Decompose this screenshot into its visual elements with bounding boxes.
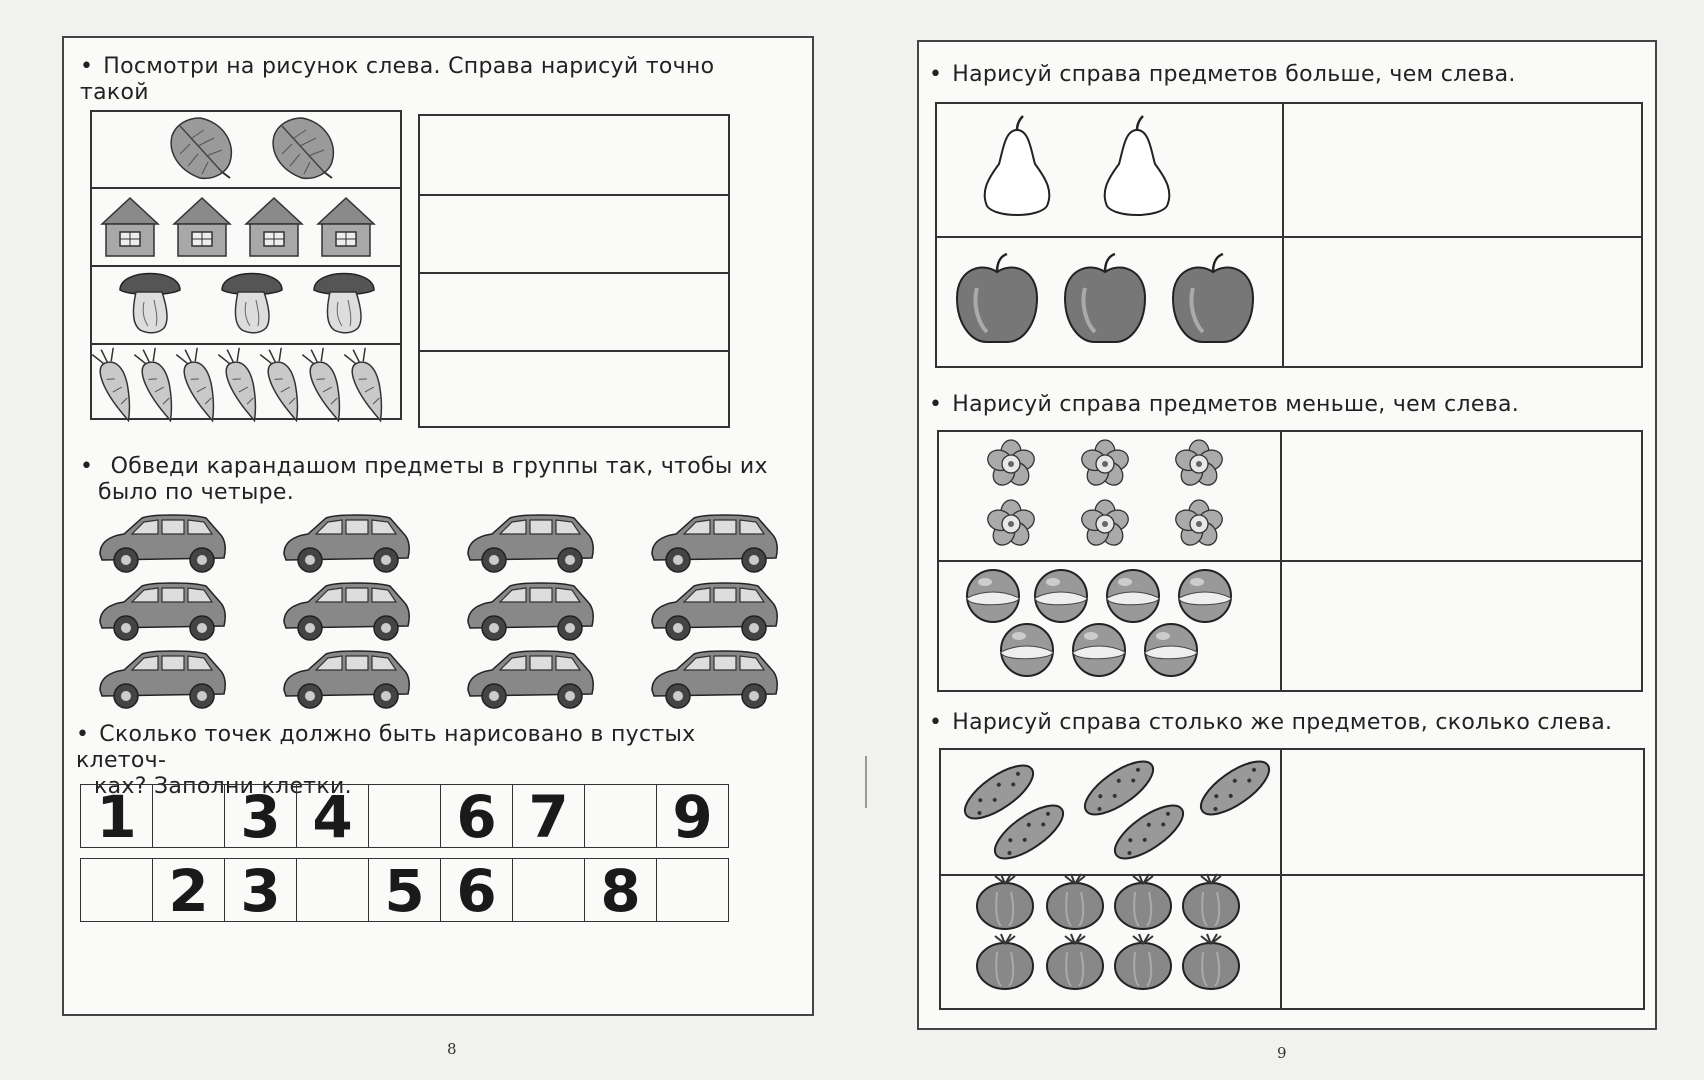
number-cell: 1 bbox=[80, 784, 153, 848]
tomato-icon bbox=[1183, 934, 1239, 989]
empty-number-cell[interactable] bbox=[152, 784, 225, 848]
empty-number-cell[interactable] bbox=[512, 858, 585, 922]
empty-number-cell[interactable] bbox=[296, 858, 369, 922]
leaf-icon bbox=[273, 118, 333, 178]
tomato-group bbox=[939, 874, 1279, 1010]
carrot-icon bbox=[92, 345, 139, 425]
ball-icon bbox=[1073, 624, 1125, 676]
mushroom-icon bbox=[120, 274, 180, 333]
car-icon bbox=[284, 515, 409, 572]
divider bbox=[418, 272, 730, 274]
car-icon bbox=[652, 583, 777, 640]
house-icon bbox=[174, 198, 230, 256]
car-icon bbox=[652, 515, 777, 572]
apple-icon bbox=[957, 254, 1037, 342]
mushroom-icon bbox=[222, 274, 282, 333]
house-row bbox=[90, 188, 402, 266]
flower-icon bbox=[1079, 500, 1131, 549]
tomato-icon bbox=[1115, 934, 1171, 989]
pear-row bbox=[935, 102, 1281, 236]
flower-icon bbox=[1079, 440, 1131, 489]
ball-icon bbox=[1001, 624, 1053, 676]
task-copy-picture: • Посмотри на рисунок слева. Справа нарисуй точно такой bbox=[80, 54, 715, 105]
draw-area-more[interactable] bbox=[1284, 104, 1641, 366]
ball-icon bbox=[1107, 570, 1159, 622]
car-icon bbox=[100, 651, 225, 708]
task-group-cars: • Обведи карандашом предметы в группы так, чтобы их было по четыре. bbox=[80, 454, 768, 505]
binding-mark bbox=[865, 756, 867, 808]
empty-number-cell[interactable] bbox=[80, 858, 153, 922]
empty-number-cell[interactable] bbox=[368, 784, 441, 848]
apple-icon bbox=[1173, 254, 1253, 342]
task-fill-dots: • Сколько точек должно быть нарисовано в пустых клеточ- ках? Заполни клетки. bbox=[76, 722, 696, 799]
divider bbox=[418, 350, 730, 352]
carrot-icon bbox=[176, 345, 223, 425]
car-icon bbox=[468, 651, 593, 708]
tomato-icon bbox=[1047, 934, 1103, 989]
number-cell: 3 bbox=[224, 858, 297, 922]
mushroom-row bbox=[90, 266, 402, 344]
number-cell: 4 bbox=[296, 784, 369, 848]
task-draw-same: • Нарисуй справа столько же предметов, сколько слева. bbox=[929, 710, 1613, 735]
carrot-icon bbox=[344, 345, 391, 425]
number-cell: 6 bbox=[440, 784, 513, 848]
leaf-row bbox=[90, 110, 402, 188]
house-icon bbox=[246, 198, 302, 256]
cucumber-group bbox=[939, 748, 1279, 874]
cars-group bbox=[84, 506, 774, 706]
right-page bbox=[917, 40, 1657, 1030]
leaf-icon bbox=[171, 118, 231, 178]
cucumber-icon bbox=[1193, 752, 1277, 824]
left-page bbox=[62, 36, 814, 1016]
page-number-right: 9 bbox=[1277, 1044, 1287, 1062]
tomato-icon bbox=[1047, 874, 1103, 929]
tomato-icon bbox=[977, 874, 1033, 929]
empty-number-cell[interactable] bbox=[584, 784, 657, 848]
car-icon bbox=[468, 515, 593, 572]
draw-area-fewer[interactable] bbox=[1282, 432, 1641, 690]
carrot-icon bbox=[260, 345, 307, 425]
ball-group bbox=[937, 560, 1279, 692]
carrot-icon bbox=[218, 345, 265, 425]
flower-group bbox=[937, 430, 1279, 560]
car-icon bbox=[652, 651, 777, 708]
number-cell: 2 bbox=[152, 858, 225, 922]
flower-icon bbox=[985, 500, 1037, 549]
tomato-icon bbox=[1183, 874, 1239, 929]
mushroom-icon bbox=[314, 274, 374, 333]
draw-area-same[interactable] bbox=[1282, 750, 1643, 1008]
divider bbox=[418, 194, 730, 196]
number-cell: 8 bbox=[584, 858, 657, 922]
empty-number-cell[interactable] bbox=[656, 858, 729, 922]
tomato-icon bbox=[977, 934, 1033, 989]
pear-icon bbox=[985, 116, 1050, 215]
flower-icon bbox=[1173, 500, 1225, 549]
drawing-grid[interactable] bbox=[418, 114, 730, 428]
task-draw-fewer: • Нарисуй справа предметов меньше, чем слева. bbox=[929, 392, 1520, 417]
house-icon bbox=[318, 198, 374, 256]
ball-icon bbox=[1035, 570, 1087, 622]
car-icon bbox=[284, 583, 409, 640]
ball-icon bbox=[1145, 624, 1197, 676]
page-number-left: 8 bbox=[447, 1040, 457, 1058]
tomato-icon bbox=[1115, 874, 1171, 929]
number-cell: 5 bbox=[368, 858, 441, 922]
flower-icon bbox=[985, 440, 1037, 489]
apple-row bbox=[935, 236, 1281, 368]
task-draw-more: • Нарисуй справа предметов больше, чем слева. bbox=[929, 62, 1516, 87]
car-icon bbox=[468, 583, 593, 640]
carrot-row bbox=[90, 344, 402, 422]
house-icon bbox=[102, 198, 158, 256]
number-cell: 7 bbox=[512, 784, 585, 848]
flower-icon bbox=[1173, 440, 1225, 489]
carrot-icon bbox=[134, 345, 181, 425]
ball-icon bbox=[1179, 570, 1231, 622]
number-cell: 6 bbox=[440, 858, 513, 922]
number-cell: 3 bbox=[224, 784, 297, 848]
ball-icon bbox=[967, 570, 1019, 622]
apple-icon bbox=[1065, 254, 1145, 342]
car-icon bbox=[100, 515, 225, 572]
car-icon bbox=[284, 651, 409, 708]
number-cell: 9 bbox=[656, 784, 729, 848]
pear-icon bbox=[1105, 116, 1170, 215]
car-icon bbox=[100, 583, 225, 640]
carrot-icon bbox=[302, 345, 349, 425]
